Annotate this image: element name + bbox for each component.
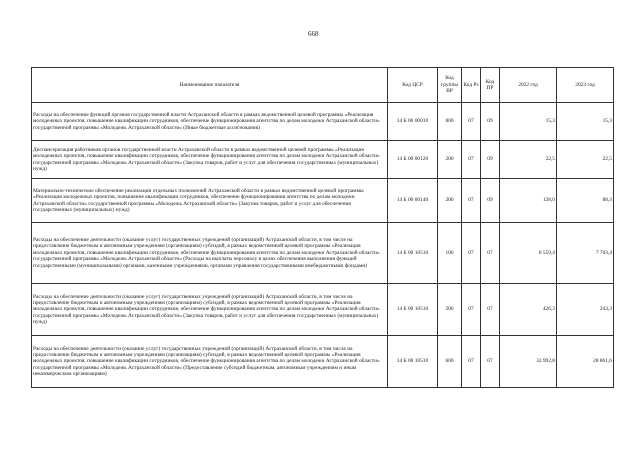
header-code-csr: Код ЦСР bbox=[388, 68, 438, 103]
row-name: Материально-техническое обеспечение реализации отдельных полномочий Астраханской области в рамках ведомственной целевой программы «Реализация молодежных проектов, повышение квалификации сотрудников, обеспечение функционирования агентства по делам молодежи Астраханской области» государственной программы «Молодежь Астраханской области» (Закупка товаров, работ и услуг для обеспечения государственных (муниципальных) нужд) bbox=[32, 179, 388, 223]
row-value-2023: 28 861,6 bbox=[557, 336, 614, 388]
row-pr: 09 bbox=[481, 103, 500, 141]
header-name: Наименование показателя bbox=[32, 68, 388, 103]
row-code-vr: 600 bbox=[438, 336, 462, 388]
row-code-csr: 14 Б 00 10510 bbox=[388, 223, 438, 284]
row-name: Расходы на обеспечение деятельности (оказание услуг) государственных учреждений (организаций) Астраханской области, в том числе на предоставление бюджетным и автономным учреждениям (организациям) субсидий, в рамках ведомственной целевой программы «Реализация молодежных проектов, повышение квалификации сотрудников, обеспечение функционирования агентства по делам молодежи Астраханской области» государственной программы «Молодежь Астраханской области» (Закупка товаров, работ и услуг для обеспечения государственных (муниципальных) нужд) bbox=[32, 284, 388, 336]
row-pr: 07 bbox=[481, 284, 500, 336]
row-pr: 07 bbox=[481, 336, 500, 388]
row-rz: 07 bbox=[462, 179, 481, 223]
row-value-2022: 15,3 bbox=[500, 103, 557, 141]
row-name: Расходы на обеспечение функций органов государственной власти Астраханской области в рамках ведомственной целевой программы «Реализация молодежных проектов, повышение квалификации сотрудников, обеспечение функционирования агентства по делам молодежи Астраханской области» государственной программы «Молодежь Астраханской области» (Иные бюджетные ассигнования) bbox=[32, 103, 388, 141]
table-row bbox=[32, 103, 614, 141]
table-row bbox=[32, 179, 614, 223]
table-row bbox=[32, 223, 614, 284]
header-2022: 2022 год bbox=[500, 68, 557, 103]
row-code-vr: 200 bbox=[438, 284, 462, 336]
row-value-2023: 15,3 bbox=[557, 103, 614, 141]
budget-table bbox=[31, 67, 614, 388]
row-code-vr: 100 bbox=[438, 223, 462, 284]
row-rz: 07 bbox=[462, 336, 481, 388]
row-code-csr: 14 Б 00 10510 bbox=[388, 284, 438, 336]
row-name: Расходы на обеспечение деятельности (оказание услуг) государственных учреждений (организаций) Астраханской области, в том числе на предоставление бюджетным и автономным учреждениям (организациям) субсидий, в рамках ведомственной целевой программы «Реализация молодежных проектов, повышение квалификации сотрудников, обеспечение функционирования агентства по делам молодежи Астраханской области» государственной программы «Молодежь Астраханской области» (Расходы на выплаты персоналу в целях обеспечения выполнения функций государственными (муниципальными) органами, казенными учреждениями, органами управления государственными внебюджетными фондами) bbox=[32, 223, 388, 284]
row-code-csr: 14 Б 00 10510 bbox=[388, 336, 438, 388]
row-value-2023: 22,5 bbox=[557, 141, 614, 179]
row-rz: 07 bbox=[462, 223, 481, 284]
row-name: Диспансеризация работников органов государственной власти Астраханской области в рамках ведомственной целевой программы «Реализация молодежных проектов, повышение квалификации сотрудников, обеспечение функционирования агентства по делам молодежи Астраханской области» государственной программы «Молодежь Астраханской области» (Закупка товаров, работ и услуг для обеспечения государственных (муниципальных) нужд) bbox=[32, 141, 388, 179]
row-pr: 09 bbox=[481, 179, 500, 223]
table-row bbox=[32, 284, 614, 336]
table-row bbox=[32, 141, 614, 179]
row-value-2022: 32 992,8 bbox=[500, 336, 557, 388]
header-rz: Код Рз bbox=[462, 68, 481, 103]
row-value-2022: 128,0 bbox=[500, 179, 557, 223]
row-rz: 07 bbox=[462, 103, 481, 141]
row-code-csr: 14 Б 00 00120 bbox=[388, 141, 438, 179]
row-value-2023: 243,3 bbox=[557, 284, 614, 336]
header-pr: Код ПР bbox=[481, 68, 500, 103]
header-code-vr: Код группы ВР bbox=[438, 68, 462, 103]
row-code-vr: 800 bbox=[438, 103, 462, 141]
row-value-2022: 22,5 bbox=[500, 141, 557, 179]
row-rz: 07 bbox=[462, 141, 481, 179]
row-code-vr: 200 bbox=[438, 141, 462, 179]
row-value-2023: 7 703,4 bbox=[557, 223, 614, 284]
header-2023: 2023 год bbox=[557, 68, 614, 103]
row-name: Расходы на обеспечение деятельности (оказание услуг) государственных учреждений (организаций) Астраханской области, в том числе на предоставление бюджетным и автономным учреждениям (организациям) субсидий, в рамках ведомственной целевой программы «Реализация молодежных проектов, повышение квалификации сотрудников, обеспечение функционирования агентства по делам молодежи Астраханской области» государственной программы «Молодежь Астраханской области» (Предоставление субсидий бюджетным, автономным учреждениям и иным некоммерческим организациям) bbox=[32, 336, 388, 388]
row-rz: 07 bbox=[462, 284, 481, 336]
row-code-csr: 14 Б 00 00010 bbox=[388, 103, 438, 141]
row-pr: 07 bbox=[481, 223, 500, 284]
row-value-2023: 88,3 bbox=[557, 179, 614, 223]
table-row bbox=[32, 336, 614, 388]
page-number: 668 bbox=[308, 30, 319, 38]
row-code-csr: 14 Б 00 00140 bbox=[388, 179, 438, 223]
row-code-vr: 200 bbox=[438, 179, 462, 223]
row-pr: 09 bbox=[481, 141, 500, 179]
header-row bbox=[32, 68, 614, 103]
row-value-2022: 426,3 bbox=[500, 284, 557, 336]
row-value-2022: 8 559,4 bbox=[500, 223, 557, 284]
